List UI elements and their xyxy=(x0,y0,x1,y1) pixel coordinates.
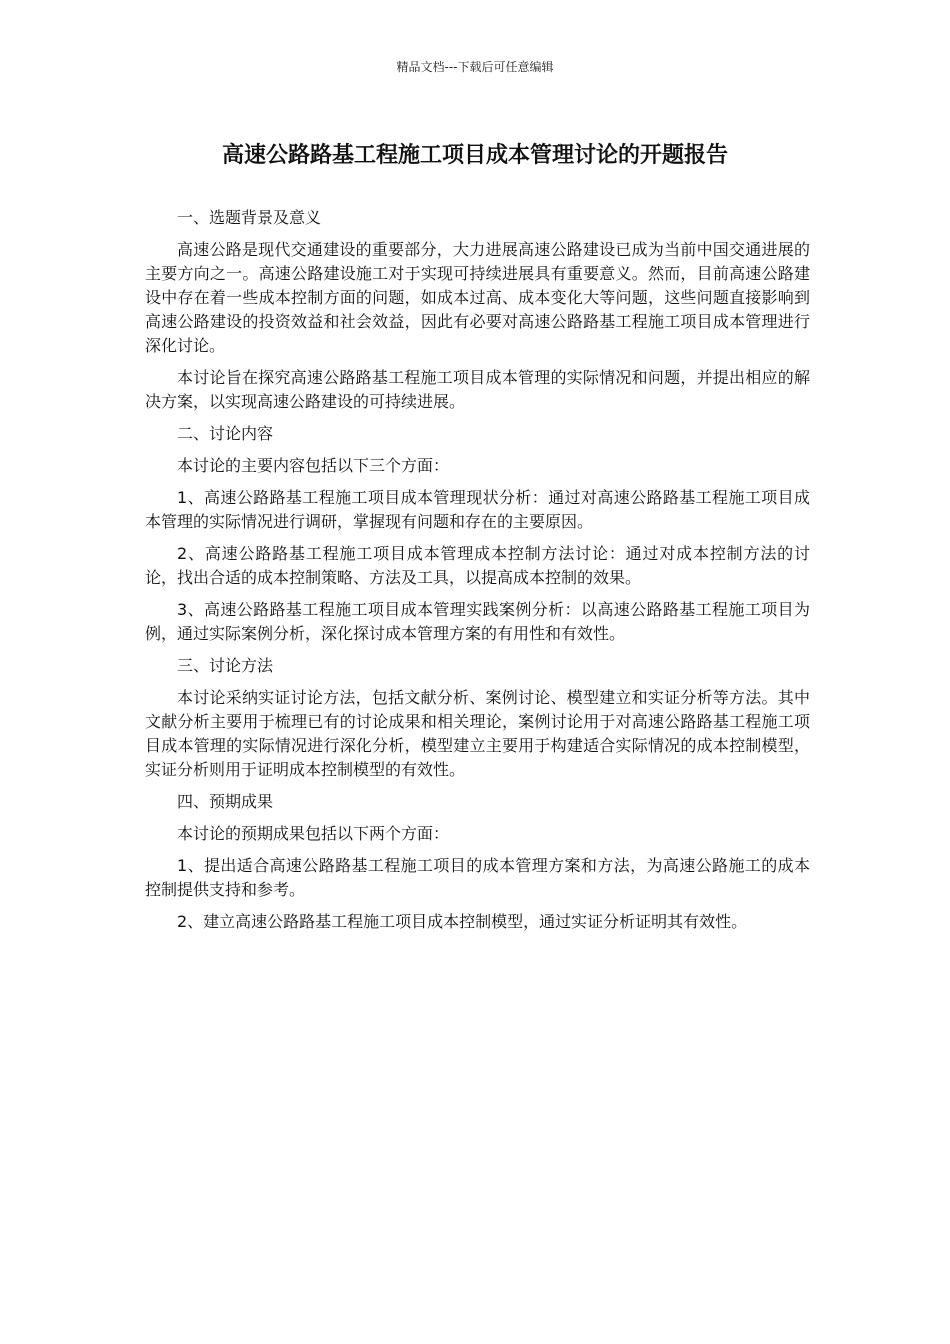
document-title: 高速公路路基工程施工项目成本管理讨论的开题报告 xyxy=(221,143,728,168)
header-note: 精品文档---下载后可任意编辑 xyxy=(396,60,554,74)
paragraph-content-intro: 本讨论的主要内容包括以下三个方面： xyxy=(177,456,450,475)
section-heading-method: 三、讨论方法 xyxy=(177,656,274,675)
list-item-content-2: 2、高速公路路基工程施工项目成本管理成本控制方法讨论：通过对成本控制方法的讨论，找出合适的成本控制策略、方法及工具，以提高成本控制的效果。 xyxy=(145,544,810,587)
list-item-results-1: 1、提出适合高速公路路基工程施工项目的成本管理方案和方法，为高速公路施工的成本控制提供支持和参考。 xyxy=(145,856,810,899)
paragraph-method: 本讨论采纳实证讨论方法，包括文献分析、案例讨论、模型建立和实证分析等方法。其中文献分析主要用于梳理已有的讨论成果和相关理论，案例讨论用于对高速公路路基工程施工项目成本管理的实际情况进行深化分析，模型建立主要用于构建适合实际情况的成本控制模型，实证分析则用于证明成本控制模型的有效性。 xyxy=(145,688,810,779)
section-heading-results: 四、预期成果 xyxy=(177,792,274,811)
section-heading-background: 一、选题背景及意义 xyxy=(177,208,322,227)
section-heading-content: 二、讨论内容 xyxy=(177,424,274,443)
paragraph-background: 高速公路是现代交通建设的重要部分，大力进展高速公路建设已成为当前中国交通进展的主要方向之一。高速公路建设施工对于实现可持续进展具有重要意义。然而，目前高速公路建设中存在着一些成本控制方面的问题，如成本过高、成本变化大等问题，这些问题直接影响到高速公路建设的投资效益和社会效益，因此有必要对高速公路路基工程施工项目成本管理进行深化讨论。 xyxy=(145,240,810,355)
list-item-content-3: 3、高速公路路基工程施工项目成本管理实践案例分析：以高速公路路基工程施工项目为例，通过实际案例分析，深化探讨成本管理方案的有用性和有效性。 xyxy=(145,600,810,643)
list-item-results-2: 2、建立高速公路路基工程施工项目成本控制模型，通过实证分析证明其有效性。 xyxy=(177,912,748,931)
list-item-content-1: 1、高速公路路基工程施工项目成本管理现状分析：通过对高速公路路基工程施工项目成本管理的实际情况进行调研，掌握现有问题和存在的主要原因。 xyxy=(145,488,810,531)
paragraph-purpose: 本讨论旨在探究高速公路路基工程施工项目成本管理的实际情况和问题，并提出相应的解决方案，以实现高速公路建设的可持续进展。 xyxy=(145,368,810,411)
document-body xyxy=(145,206,810,934)
paragraph-results-intro: 本讨论的预期成果包括以下两个方面： xyxy=(177,824,450,843)
